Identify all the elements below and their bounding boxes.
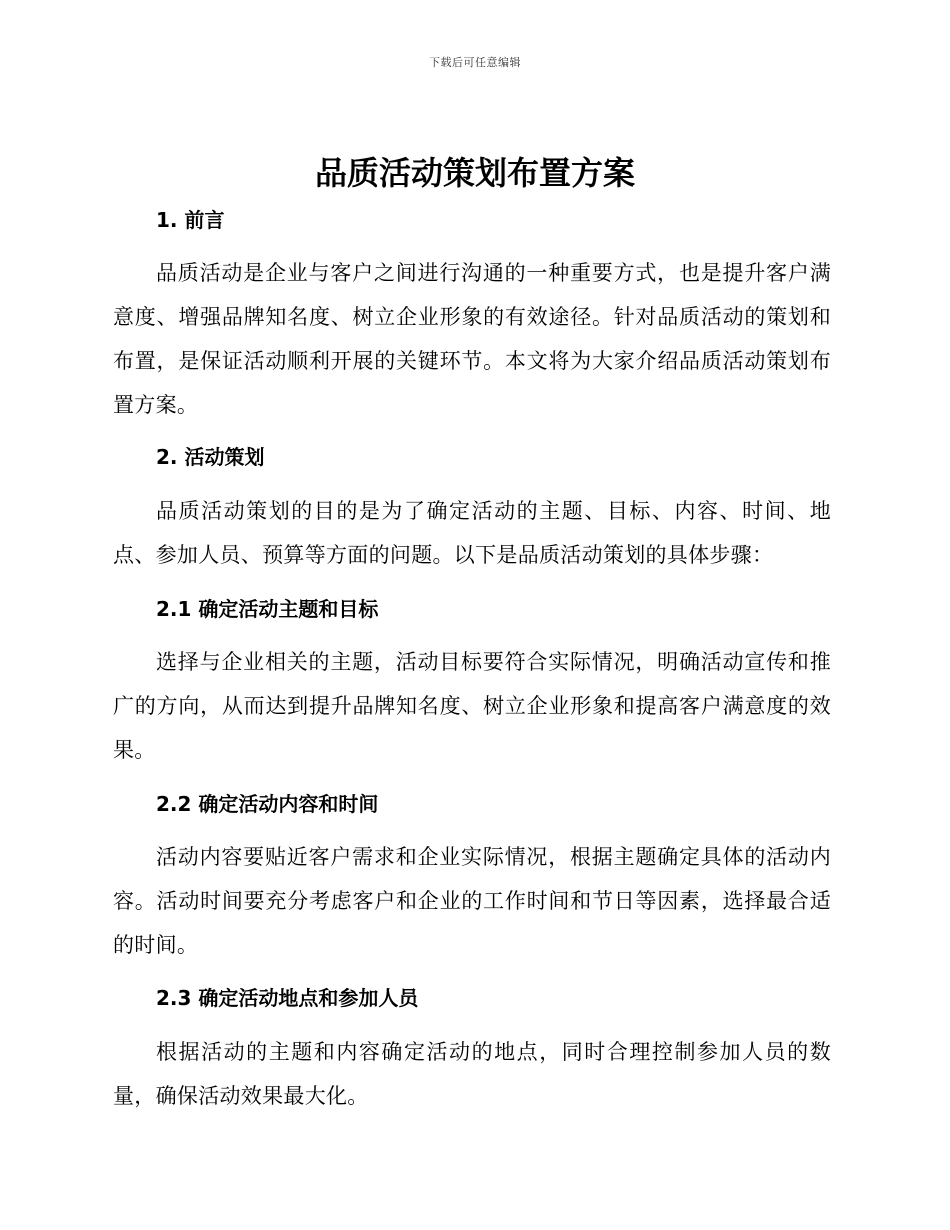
section-heading-theme-and-goals: 2.1 确定活动主题和目标 xyxy=(156,597,379,621)
section-heading-activity-planning: 2. 活动策划 xyxy=(156,445,265,469)
section-paragraph-activity-planning: 品质活动策划的目的是为了确定活动的主题、目标、内容、时间、地点、参加人员、预算等方面的问题。以下是品质活动策划的具体步骤： xyxy=(113,499,831,567)
section-heading-location-and-participants: 2.3 确定活动地点和参加人员 xyxy=(156,986,419,1010)
section-heading-content-and-time: 2.2 确定活动内容和时间 xyxy=(156,792,379,816)
section-heading-preface: 1. 前言 xyxy=(156,208,225,232)
section-paragraph-theme-and-goals: 选择与企业相关的主题，活动目标要符合实际情况，明确活动宣传和推广的方向，从而达到提升品牌知名度、树立企业形象和提高客户满意度的效果。 xyxy=(113,650,831,762)
section-paragraph-preface: 品质活动是企业与客户之间进行沟通的一种重要方式，也是提升客户满意度、增强品牌知名度、树立企业形象的有效途径。针对品质活动的策划和布置，是保证活动顺利开展的关键环节。本文将为大家介绍品质活动策划布置方案。 xyxy=(113,261,831,417)
section-paragraph-content-and-time: 活动内容要贴近客户需求和企业实际情况，根据主题确定具体的活动内容。活动时间要充分考虑客户和企业的工作时间和节日等因素，选择最合适的时间。 xyxy=(113,845,831,957)
document-title: 品质活动策划布置方案 xyxy=(314,154,635,192)
section-paragraph-location-and-participants: 根据活动的主题和内容确定活动的地点，同时合理控制参加人员的数量，确保活动效果最大化。 xyxy=(113,1040,831,1108)
page-header-note: 下载后可任意编辑 xyxy=(429,56,521,69)
